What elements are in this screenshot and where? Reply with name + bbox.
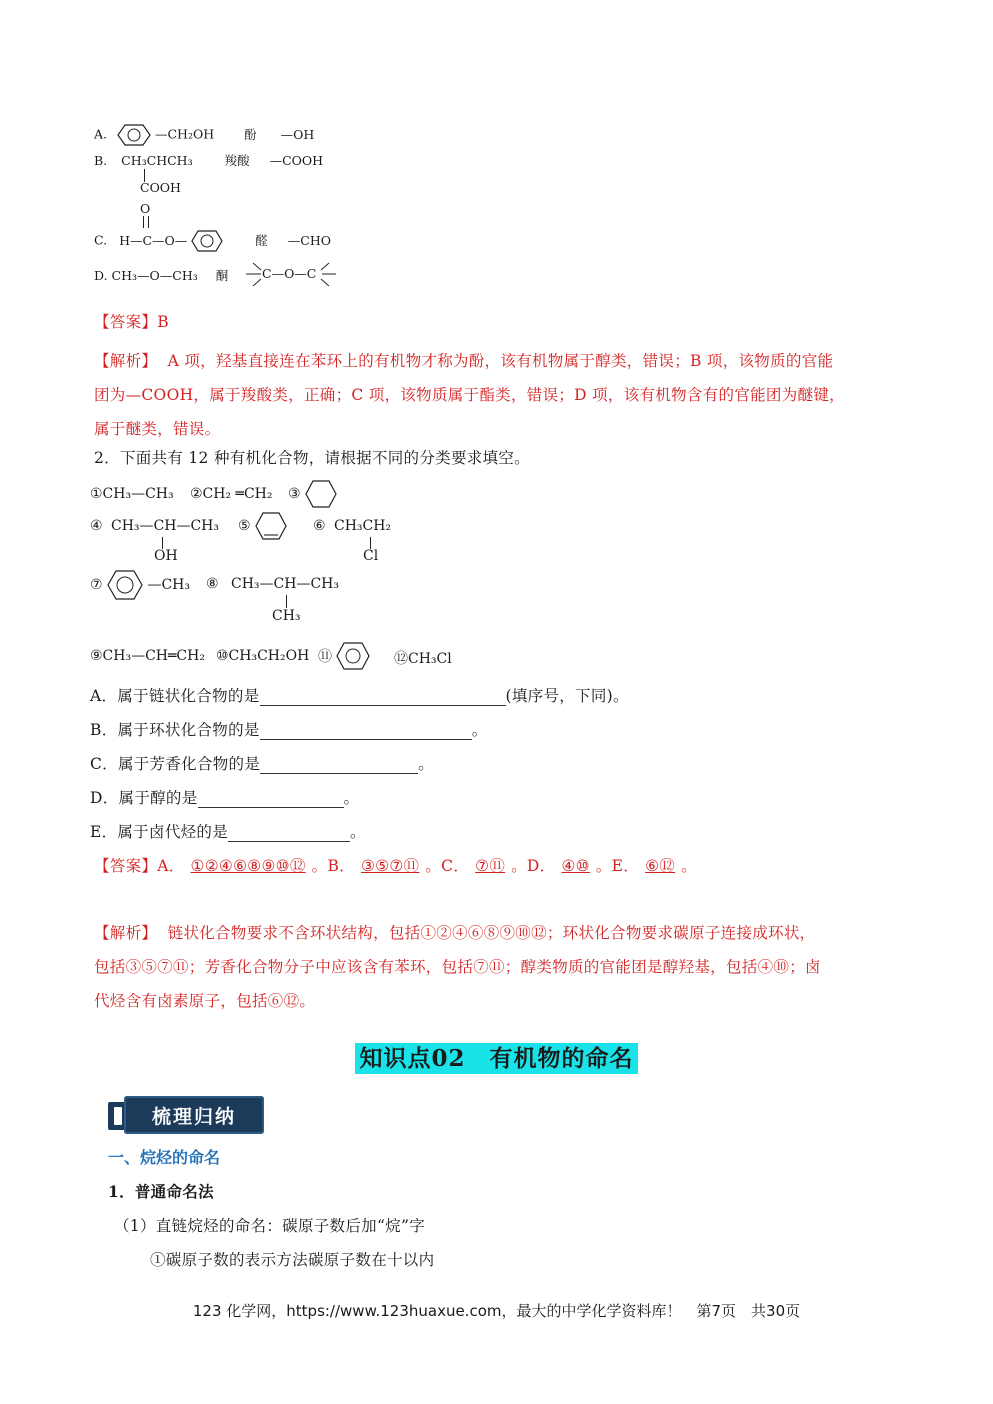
- q1-analysis: [94, 344, 924, 446]
- question-tail: 。: [350, 823, 366, 841]
- q2-analysis: [94, 916, 924, 1018]
- answer-blank[interactable]: [260, 689, 506, 706]
- badge: [108, 1094, 268, 1140]
- question-c: [90, 752, 434, 774]
- question-e: [90, 820, 366, 842]
- compound-formula: CH₃CH₂: [334, 518, 392, 534]
- compound-branch: Cl: [363, 548, 379, 564]
- compound-12: ⑫CH₃Cl: [394, 651, 452, 667]
- compound-7: [90, 570, 190, 600]
- section-subitem: ①碳原子数的表示方法碳原子数在十以内: [150, 1251, 435, 1269]
- analysis-label: 【解析】: [94, 924, 158, 942]
- section-item: （1）直链烷烃的命名：碳原子数后加“烷”字: [114, 1217, 426, 1235]
- answer-label: 【答案】: [94, 313, 158, 331]
- compound-3: [288, 480, 337, 508]
- answer-part-label: A．: [157, 857, 185, 875]
- option-row: [94, 266, 228, 284]
- question-text: E．属于卤代烃的是: [90, 823, 229, 841]
- analysis-text: 包括③⑤⑦⑪；芳香化合物分子中应该含有苯环，包括⑦⑪；醇类物质的官能团是醇羟基，包括④⑩；卤: [94, 958, 821, 976]
- question-text: A．属于链状化合物的是: [90, 687, 260, 705]
- answer-e: ⑥⑫: [645, 857, 676, 875]
- compound-2: ②CH₂ ═CH₂: [190, 486, 273, 502]
- analysis-text: 属于醚类，错误。: [94, 420, 221, 438]
- q2-answer: [94, 854, 697, 876]
- section-title-wrap: [0, 1040, 993, 1073]
- option-formula: —CH₂OH: [154, 126, 215, 142]
- subsection-head: 1．普通命名法: [108, 1182, 214, 1201]
- analysis-text: 团为—COOH，属于羧酸类，正确；C 项，该物质属于酯类，错误；D 项，该有机物含有的官能团为醚键，: [94, 386, 845, 404]
- compound-number: ⑧: [206, 576, 219, 592]
- q1-answer: [94, 310, 169, 332]
- bond-vertical: [286, 595, 287, 608]
- answer-part-label: 。D．: [511, 857, 556, 875]
- q1-option-b: [94, 151, 514, 201]
- answer-blank[interactable]: [260, 723, 472, 740]
- option-formula: H—C—O—: [119, 232, 188, 248]
- question-tail: (填序号，下同)。: [505, 687, 629, 705]
- option-class: 醛: [255, 232, 268, 248]
- option-branch: COOH: [140, 180, 181, 195]
- section-head: 一、烷烃的命名: [108, 1148, 221, 1167]
- q2-stem: 2．下面共有 12 种有机化合物，请根据不同的分类要求填空。: [94, 449, 530, 467]
- question-tail: 。: [471, 721, 488, 739]
- compound-number: ④: [90, 518, 103, 534]
- option-group: —COOH: [269, 153, 324, 168]
- double-bond: [143, 216, 149, 228]
- answer-part-label: 。B．: [311, 857, 355, 875]
- option-group: —OH: [280, 126, 315, 142]
- answer-d: ④⑩: [561, 857, 590, 875]
- compound-10: ⑩CH₃CH₂OH: [216, 648, 310, 664]
- option-class: 酮: [215, 268, 229, 283]
- benzene-ring-icon: [117, 124, 151, 146]
- option-formula: CH₃—O—CH₃: [111, 268, 198, 283]
- compound-5: [238, 512, 287, 540]
- compound-branch: OH: [154, 548, 178, 564]
- compound-formula: —CH₃: [147, 577, 191, 593]
- badge-label: 梳理归纳: [124, 1096, 264, 1134]
- compound-formula: CH₃—CH—CH₃: [111, 518, 220, 534]
- option-class: 羧酸: [224, 153, 250, 168]
- analysis-label: 【解析】: [94, 352, 158, 370]
- option-class: 酚: [244, 126, 257, 142]
- question-tail: 。: [343, 789, 360, 807]
- benzene-ring-icon: [336, 642, 370, 670]
- compound-1: ①CH₃—CH₃: [90, 486, 174, 502]
- page-footer: 123 化学网，https://www.123huaxue.com，最大的中学化学资料库！ 第7页 共30页: [192, 1302, 801, 1320]
- answer-c: ⑦⑪: [475, 857, 506, 875]
- compound-4: [90, 518, 230, 568]
- answer-label: 【答案】: [94, 857, 158, 875]
- q1-option-c: [94, 201, 514, 251]
- question-a: [90, 684, 629, 706]
- compound-number: ③: [288, 486, 301, 502]
- question-tail: 。: [418, 755, 434, 773]
- compound-number: ⑪: [318, 649, 332, 665]
- answer-blank[interactable]: [228, 825, 350, 842]
- question-d: [90, 786, 359, 808]
- option-label: C.: [94, 232, 108, 248]
- option-row: [94, 230, 331, 252]
- answer-end: 。: [681, 857, 697, 875]
- question-text: B．属于环状化合物的是: [90, 721, 260, 739]
- compound-6: [313, 518, 403, 568]
- question-text: C．属于芳香化合物的是: [90, 755, 261, 773]
- option-group: —CHO: [287, 232, 331, 248]
- compound-number: ⑦: [90, 577, 103, 593]
- analysis-text: 代烃含有卤素原子，包括⑥⑫。: [94, 992, 316, 1010]
- compound-number: ⑤: [238, 518, 251, 534]
- cyclohexene-icon: [255, 512, 287, 540]
- compound-number: ⑥: [313, 518, 326, 534]
- question-text: D．属于醇的是: [90, 789, 198, 807]
- ether-group: [246, 259, 336, 295]
- analysis-line: [94, 916, 924, 950]
- q1-option-a: [94, 124, 514, 144]
- analysis-line: [94, 344, 924, 378]
- option-label: B.: [94, 153, 108, 168]
- section-title: 知识点02 有机物的命名: [355, 1043, 637, 1074]
- benzene-ring-icon: [107, 570, 143, 600]
- analysis-text: A 项，羟基直接连在苯环上的有机物才称为酚，该有机物属于醇类，错误；B 项，该物质的官能: [167, 352, 834, 370]
- q1-option-d: [94, 259, 514, 295]
- answer-a: ①②④⑥⑧⑨⑩⑫: [190, 857, 306, 875]
- compound-8: [206, 576, 346, 626]
- answer-blank[interactable]: [260, 757, 418, 774]
- answer-blank[interactable]: [198, 791, 344, 808]
- compound-9: ⑨CH₃—CH═CH₂: [90, 648, 205, 664]
- compound-formula: CH₃—CH—CH₃: [231, 576, 340, 592]
- option-label: D.: [94, 268, 108, 283]
- option-formula: CH₃CHCH₃: [121, 153, 193, 168]
- option-label: A.: [94, 126, 108, 142]
- analysis-text: 链状化合物要求不含环状结构，包括①②④⑥⑧⑨⑩⑫；环状化合物要求碳原子连接成环状，: [167, 924, 816, 942]
- cyclohexane-icon: [305, 480, 337, 508]
- benzene-ring-icon: [191, 230, 223, 252]
- answer-part-label: 。C．: [425, 857, 470, 875]
- question-b: [90, 718, 488, 740]
- compound-11: [318, 642, 370, 670]
- answer-part-label: 。E．: [595, 857, 640, 875]
- answer-value: B: [157, 313, 169, 331]
- answer-b: ③⑤⑦⑪: [360, 857, 420, 875]
- carbonyl-oxygen: O: [140, 201, 151, 216]
- compound-branch: CH₃: [272, 608, 301, 624]
- ether-text: C—O—C: [262, 266, 317, 281]
